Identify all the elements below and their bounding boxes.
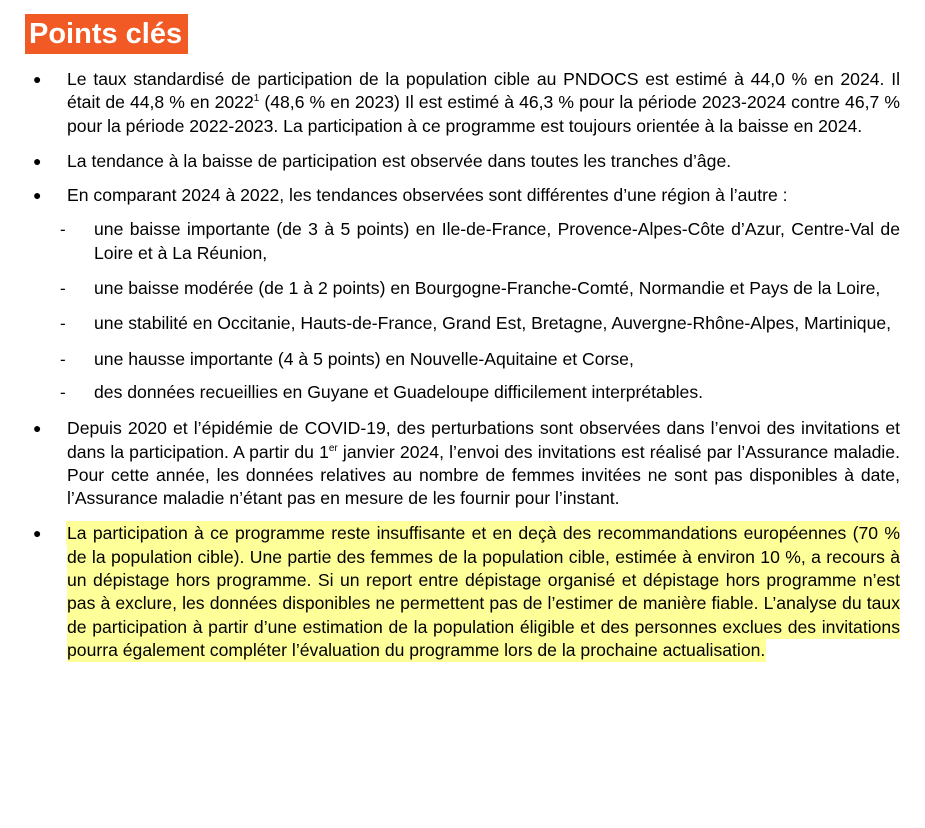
highlighted-bullet-text bbox=[67, 522, 900, 662]
bullet-icon: ● bbox=[33, 152, 42, 169]
bullet-icon: ● bbox=[33, 187, 42, 204]
sub-item-text: une baisse importante (de 3 à 5 points) en Ile-de-France, Provence-Alpes-Côte d’Azur, Centre-Val de Loire et à La Réunion, bbox=[94, 219, 900, 263]
bullet-text-part: (48,6 % en 2023) Il est estimé à 46,3 % pour la période 2023-2024 contre 46,7 % pour la période 2022-2023. La participation à ce programme est toujours orientée à la baisse en 2024. bbox=[67, 92, 900, 136]
sub-list-item bbox=[0, 312, 900, 335]
dash-icon: - bbox=[60, 349, 66, 369]
bullet-text-part: janvier 2024, l’envoi des invitations est réalisé par l’Assurance maladie. Pour cette année, les données relatives au nombre de femmes invitées ne sont pas disponibles à date, l’Assurance maladie n’étant pas en mesure de les fournir pour l’instant. bbox=[67, 441, 900, 509]
bullet-text bbox=[67, 417, 900, 510]
list-item bbox=[0, 184, 900, 207]
list-item bbox=[0, 417, 900, 510]
highlight-span: La participation à ce programme reste insuffisante et en deçà des recommandations européennes (70 % de la population cible). Une partie des femmes de la population cible, estimée à environ 10 %, a recours à un dépistage hors programme. Si un report entre dépistage organisé et dépistage hors programme n’est pas à exclure, les données disponibles ne permettent pas de l’estimer de manière fiable. L’analyse du taux de participation à partir d’une estimation de la population éligible et des personnes exclues des invitations pourra également compléter l’évaluation du programme lors de la prochaine actualisation. bbox=[67, 523, 900, 660]
sub-list-item bbox=[0, 348, 900, 371]
ordinal-superscript: er bbox=[328, 442, 338, 454]
sub-item-text: une stabilité en Occitanie, Hauts-de-France, Grand Est, Bretagne, Auvergne-Rhône-Alpes, Martinique, bbox=[94, 313, 892, 334]
bullet-text bbox=[67, 68, 900, 138]
list-item bbox=[0, 150, 900, 173]
sub-item-text: une hausse importante (4 à 5 points) en Nouvelle-Aquitaine et Corse, bbox=[94, 348, 634, 369]
dash-icon: - bbox=[60, 382, 66, 402]
bullet-text: La tendance à la baisse de participation est observée dans toutes les tranches d’âge. bbox=[67, 150, 732, 171]
footnote-ref[interactable]: 1 bbox=[253, 93, 260, 105]
sub-list-item bbox=[0, 381, 900, 404]
list-item-highlighted bbox=[0, 522, 900, 662]
dash-icon: - bbox=[60, 279, 66, 299]
sub-list-item bbox=[0, 277, 900, 300]
bullet-text-part: Depuis 2020 et l’épidémie de COVID-19, des perturbations sont observées dans l’envoi des invitations et dans la participation. A partir du 1 bbox=[67, 418, 900, 462]
sub-item-text: des données recueillies en Guyane et Guadeloupe difficilement interprétables. bbox=[94, 381, 704, 402]
dash-icon: - bbox=[60, 220, 66, 240]
list-item bbox=[0, 68, 900, 138]
bullet-icon: ● bbox=[33, 420, 42, 437]
sub-item-text: une baisse modérée (de 1 à 2 points) en Bourgogne-Franche-Comté, Normandie et Pays de la Loire, bbox=[94, 278, 881, 299]
sub-list-item bbox=[0, 218, 900, 265]
bullet-icon: ● bbox=[33, 71, 42, 87]
section-title: Points clés bbox=[25, 14, 188, 54]
bullet-text-part: Le taux standardisé de participation de la population cible au PNDOCS est estimé à 44,0 % en 2024. Il était de 44,8 % en 2022 bbox=[67, 69, 900, 113]
bullet-text: En comparant 2024 à 2022, les tendances observées sont différentes d’une région à l’autre : bbox=[67, 185, 788, 206]
bullet-icon: ● bbox=[33, 525, 42, 542]
key-points-list bbox=[0, 68, 925, 662]
dash-icon: - bbox=[60, 314, 66, 334]
